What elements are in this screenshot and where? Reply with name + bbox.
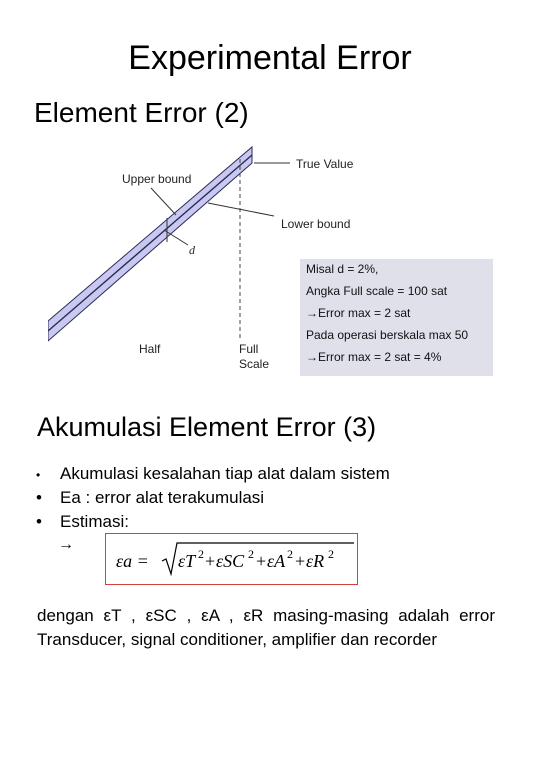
error-band-figure	[48, 145, 498, 380]
error-note-box	[300, 259, 493, 376]
formula-lhs: εa =	[116, 551, 149, 571]
lower-bound-label: Lower bound	[281, 217, 351, 231]
svg-text:+: +	[205, 551, 216, 571]
note-line-4: Pada operasi berskala max 50	[306, 328, 469, 342]
bullet-item: • Estimasi:	[36, 512, 129, 531]
svg-text:+: +	[295, 551, 306, 571]
formula-term-r: εR	[306, 551, 325, 571]
bullet-item: • Ea : error alat terakumulasi	[36, 488, 265, 507]
exp-2: 2	[248, 547, 254, 561]
full-label: Full	[239, 342, 259, 356]
true-value-label: True Value	[296, 157, 354, 171]
arrow-icon: →	[58, 536, 74, 553]
d-label: d	[189, 243, 195, 257]
scale-label: Scale	[239, 357, 270, 371]
slide-title: Experimental Error	[128, 39, 412, 77]
exp-3: 2	[287, 547, 293, 561]
upper-bound-label: Upper bound	[122, 172, 192, 186]
note-line-3: →Error max = 2 sat	[306, 306, 411, 320]
bullet-text: Akumulasi kesalahan tiap alat dalam sistem	[60, 464, 390, 483]
formula-term-t: εT	[178, 551, 196, 571]
bullet-list	[36, 462, 390, 534]
bullet-text: Estimasi:	[60, 512, 129, 531]
svg-text:+: +	[256, 551, 267, 571]
note-line-5: →Error max = 2 sat = 4%	[306, 350, 442, 364]
bullet-item: • Akumulasi kesalahan tiap alat dalam sistem	[36, 464, 390, 483]
exp-4: 2	[328, 547, 334, 561]
formula-term-a: εA	[267, 551, 286, 571]
section-title: Akumulasi Element Error (3)	[37, 412, 377, 442]
formula-svg	[106, 534, 359, 586]
formula-box	[105, 533, 358, 585]
formula-term-sc: εSC	[216, 551, 245, 571]
bullet-text: Ea : error alat terakumulasi	[60, 488, 265, 507]
half-label: Half	[139, 342, 161, 356]
subtitle: Element Error (2)	[34, 97, 249, 128]
exp-1: 2	[198, 547, 204, 561]
note-line-2: Angka Full scale = 100 sat	[306, 284, 448, 298]
note-line-1: Misal d = 2%,	[306, 262, 379, 276]
description-paragraph: dengan εT , εSC , εA , εR masing-masing adalah error Transducer, signal conditioner, amplifier dan recorder	[37, 606, 495, 649]
